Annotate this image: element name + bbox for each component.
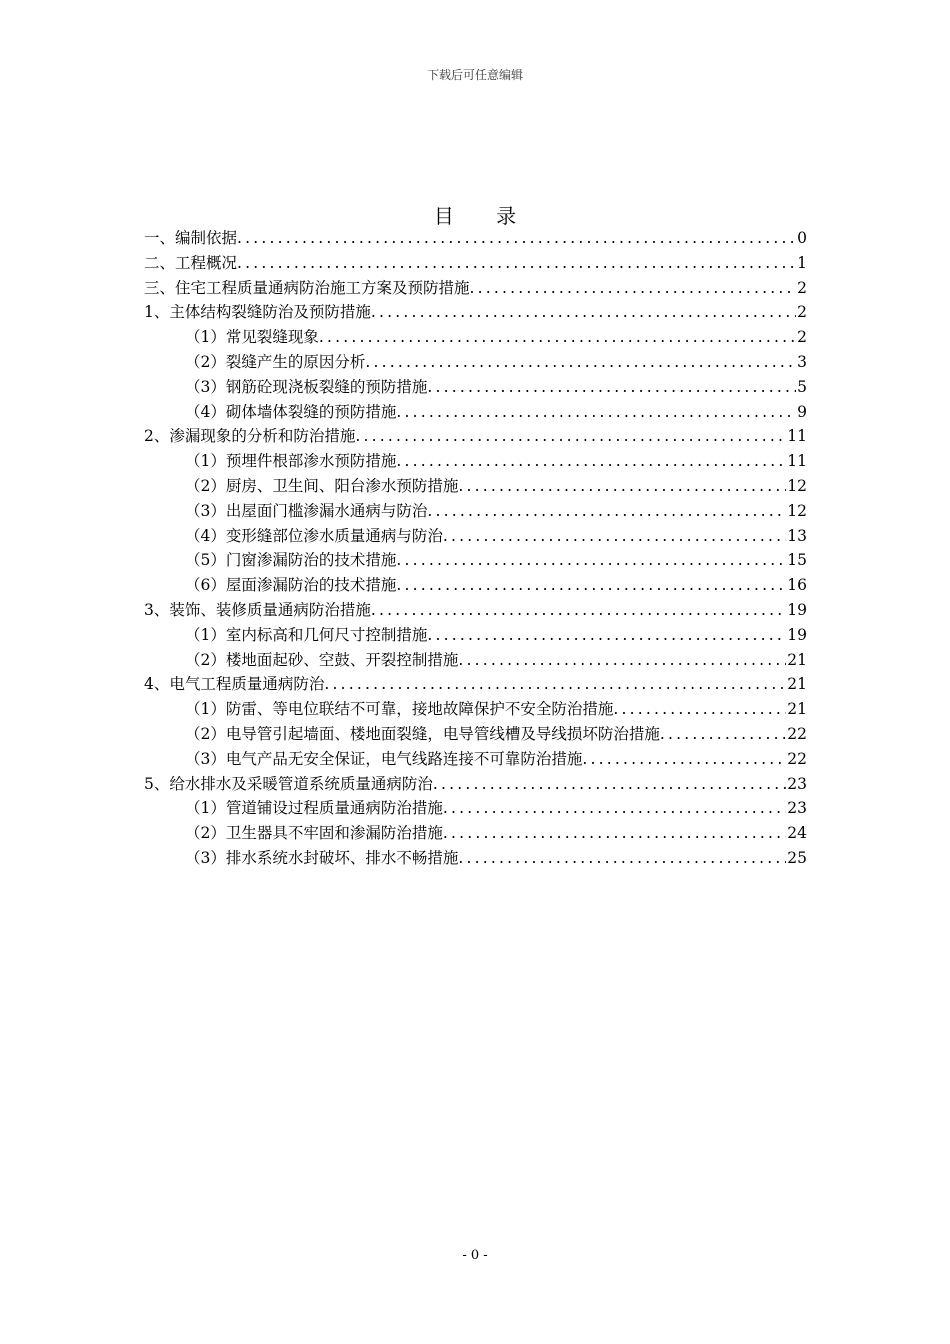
toc-entry[interactable] [144, 796, 807, 821]
toc-entry-page: 22 [787, 749, 807, 768]
toc-leader-dots [433, 772, 786, 797]
toc-leader-dots [427, 623, 786, 648]
toc-entry-page: 23 [787, 799, 807, 818]
toc-entry[interactable] [144, 300, 807, 325]
toc-leader-dots [371, 300, 796, 325]
toc-entry-title: 4、电气工程质量通病防治 [144, 675, 325, 694]
toc-entry-page: 13 [787, 526, 807, 545]
toc-entry-title: （3）钢筋砼现浇板裂缝的预防措施 [185, 377, 428, 396]
toc-entry-page: 21 [787, 650, 807, 669]
toc-entry-title: （5）门窗渗漏防治的技术措施 [185, 551, 397, 570]
toc-entry-title: 二、工程概况 [144, 253, 238, 272]
toc-entry[interactable] [144, 375, 807, 400]
toc-leader-dots [355, 424, 786, 449]
toc-entry[interactable] [144, 697, 807, 722]
toc-leader-dots [396, 573, 786, 598]
toc-leader-dots [427, 499, 786, 524]
toc-leader-dots [470, 276, 797, 301]
toc-entry-title: 一、编制依据 [144, 229, 238, 247]
toc-entry-page: 21 [787, 675, 807, 694]
toc-leader-dots [396, 400, 796, 425]
toc-entry-title: 3、装饰、装修质量通病防治措施 [144, 600, 371, 619]
toc-entry-title: 5、给水排水及采暖管道系统质量通病防治 [144, 774, 433, 793]
toc-leader-dots [371, 598, 786, 623]
toc-entry-title: （2）卫生器具不牢固和渗漏防治措施 [185, 824, 443, 843]
toc-entry[interactable] [144, 449, 807, 474]
toc-leader-dots [660, 722, 786, 747]
toc-leader-dots [427, 375, 796, 400]
toc-entry[interactable] [144, 499, 807, 524]
toc-leader-dots [396, 449, 786, 474]
toc-entry-page: 11 [787, 427, 807, 446]
toc-entry[interactable] [144, 251, 807, 276]
toc-leader-dots [443, 796, 786, 821]
toc-leader-dots [319, 325, 796, 350]
toc-entry-title: （2）楼地面起砂、空鼓、开裂控制措施 [185, 650, 459, 669]
toc-entry-page: 2 [797, 328, 807, 347]
toc-title: 目 录 [433, 204, 535, 228]
toc-entry[interactable] [144, 623, 807, 648]
toc-entry-title: （2）厨房、卫生间、阳台渗水预防措施 [185, 476, 459, 495]
toc-entry-title: （3）排水系统水封破坏、排水不畅措施 [185, 848, 459, 867]
toc-entry[interactable] [144, 747, 807, 772]
toc-entry-title: 1、主体结构裂缝防治及预防措施 [144, 303, 371, 322]
toc-entry-title: （6）屋面渗漏防治的技术措施 [185, 576, 397, 595]
toc-entry-title: （1）常见裂缝现象 [185, 328, 319, 347]
toc-leader-dots [443, 524, 786, 549]
toc-leader-dots [458, 648, 786, 673]
toc-entry-page: 2 [797, 278, 807, 297]
toc-leader-dots [237, 251, 796, 276]
toc-entry-page: 19 [787, 625, 807, 644]
toc-leader-dots [443, 821, 786, 846]
toc-entry-page: 16 [787, 576, 807, 595]
toc-entry-page: 22 [787, 724, 807, 743]
toc-entry[interactable] [144, 276, 807, 301]
toc-entry-page: 9 [797, 402, 807, 421]
page-number: - 0 - [462, 1248, 488, 1263]
toc-entry-page: 11 [787, 452, 807, 471]
toc-leader-dots [365, 350, 796, 375]
toc-entry[interactable] [144, 226, 807, 251]
toc-entry-title: （4）砌体墙体裂缝的预防措施 [185, 402, 397, 421]
page-header: 下载后可任意编辑 [426, 68, 523, 82]
toc-entry[interactable] [144, 524, 807, 549]
toc-entry[interactable] [144, 648, 807, 673]
toc-entry[interactable] [144, 350, 807, 375]
toc-leader-dots [324, 672, 786, 697]
toc-leader-dots [396, 548, 786, 573]
toc-entry[interactable] [144, 598, 807, 623]
toc-entry-title: （1）室内标高和几何尺寸控制措施 [185, 625, 428, 644]
toc-entry[interactable] [144, 722, 807, 747]
toc-leader-dots [613, 697, 786, 722]
toc-entry-title: 2、渗漏现象的分析和防治措施 [144, 427, 356, 446]
toc-entry-title: （1）防雷、等电位联结不可靠，接地故障保护不安全防治措施 [185, 700, 614, 719]
toc-entry[interactable] [144, 400, 807, 425]
toc-entry-page: 21 [787, 700, 807, 719]
toc-entry-title: （2）电导管引起墙面、楼地面裂缝，电导管线槽及导线损坏防治措施 [185, 724, 660, 743]
toc-entry[interactable] [144, 548, 807, 573]
toc-leader-dots [237, 226, 796, 251]
toc-entry-page: 19 [787, 600, 807, 619]
toc-entry-title: （2）裂缝产生的原因分析 [185, 352, 366, 371]
toc-entry[interactable] [144, 424, 807, 449]
toc-entry-page: 5 [797, 377, 807, 396]
toc-leader-dots [582, 747, 786, 772]
toc-entry-page: 23 [787, 774, 807, 793]
toc-leader-dots [458, 846, 786, 871]
toc-entry-page: 12 [787, 476, 807, 495]
toc-entry-page: 2 [797, 303, 807, 322]
toc-entry-page: 3 [797, 352, 807, 371]
toc-entry-title: 三、住宅工程质量通病防治施工方案及预防措施 [144, 278, 470, 297]
toc-entry-page: 12 [787, 501, 807, 520]
toc-entry-page: 25 [787, 848, 807, 867]
toc-entry[interactable] [144, 474, 807, 499]
toc-entry-page: 1 [797, 253, 807, 272]
toc-entry-page: 24 [787, 824, 807, 843]
toc-entry-title: （3）电气产品无安全保证，电气线路连接不可靠防治措施 [185, 749, 583, 768]
toc-entry-page: 15 [787, 551, 807, 570]
toc-entry[interactable] [144, 846, 807, 871]
toc-entry-title: （1）预埋件根部渗水预防措施 [185, 452, 397, 471]
toc-entry-title: （1）管道铺设过程质量通病防治措施 [185, 799, 443, 818]
toc-entry-page: 0 [797, 229, 807, 247]
toc-entry[interactable] [144, 772, 807, 797]
toc-entry[interactable] [144, 573, 807, 598]
toc-entry-title: （4）变形缝部位渗水质量通病与防治 [185, 526, 443, 545]
toc-leader-dots [458, 474, 786, 499]
table-of-contents [144, 226, 807, 871]
toc-entry[interactable] [144, 325, 807, 350]
toc-entry[interactable] [144, 821, 807, 846]
toc-entry[interactable] [144, 672, 807, 697]
toc-entry-title: （3）出屋面门槛渗漏水通病与防治 [185, 501, 428, 520]
